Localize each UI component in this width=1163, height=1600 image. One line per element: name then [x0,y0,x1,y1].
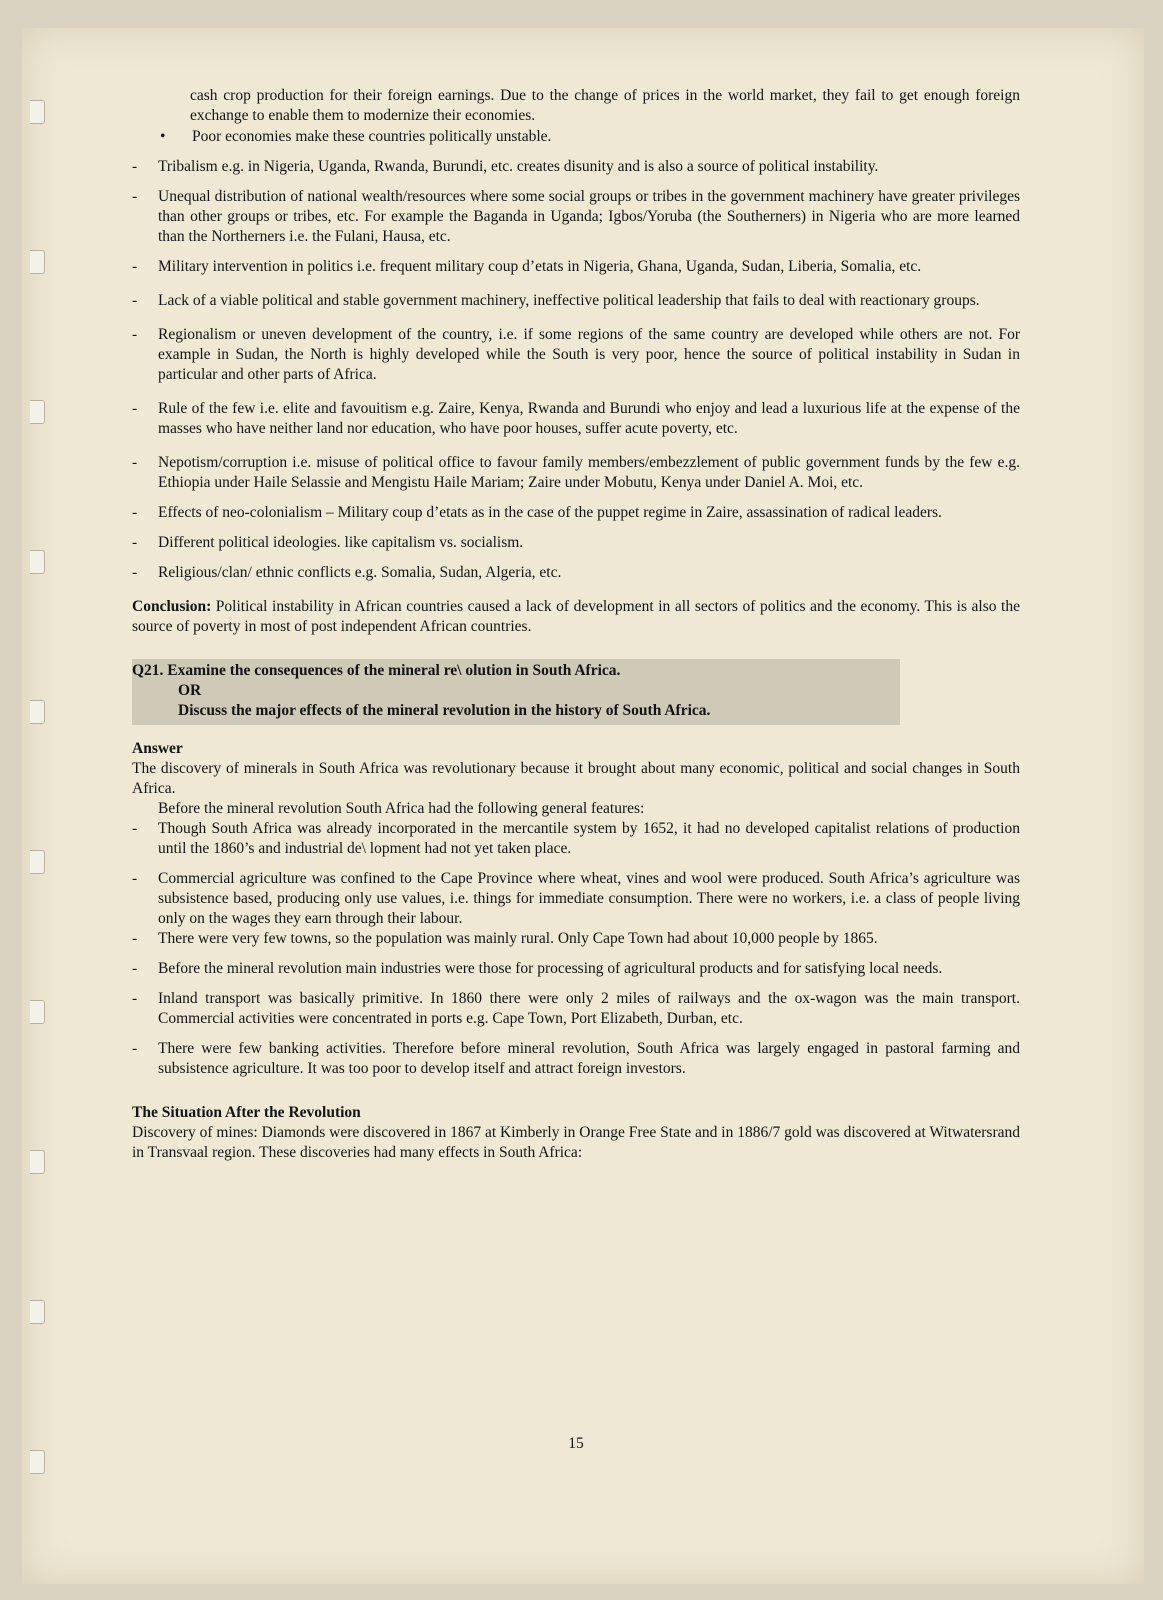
question-or: OR [178,682,202,699]
list-item [132,503,1020,523]
question-line: Q21. Examine the consequences of the mineral re\ olution in South Africa. [132,662,621,679]
list-item [132,453,1020,493]
list-item-text: Inland transport was basically primitive. In 1860 there were only 2 miles of railways and the ox-wagon was the main transport. Commercial activities were concentrated in ports e.g. Cape Town, Port Elizabeth, Durban, etc. [158,990,1020,1027]
list-item [132,563,1020,583]
dash-marker [132,869,158,929]
after-heading: The Situation After the Revolution [132,1104,361,1121]
dash-marker [132,989,158,1029]
document-page [132,86,1020,1452]
list-item-text: Regionalism or uneven development of the country, i.e. if some regions of the same country are developed while others are not. For example in Sudan, the North is highly developed while the South is very poor, hence the source of political instability in Sudan in particular and other parts of Africa. [158,326,1020,383]
list-item-text: Nepotism/corruption i.e. misuse of political office to favour family members/embezzlement of public government funds by the few e.g. Ethiopia under Haile Selassie and Mengistu Haile Mariam; Zaire under Mobutu, Kenya under Daniel A. Moi, etc. [158,454,1020,491]
list-item [132,989,1020,1029]
question-box [132,659,900,725]
list-item-text: Military intervention in politics i.e. frequent military coup d’etats in Nigeria, Ghana, Uganda, Sudan, Liberia, Somalia, etc. [158,258,922,275]
conclusion-label: Conclusion: [132,598,212,615]
dash-marker [132,563,158,583]
features-list [132,819,1020,1079]
punch-hole [30,550,45,574]
punch-hole [30,1150,45,1174]
punch-hole [30,1000,45,1024]
list-item-text: Effects of neo-colonialism – Military coup d’etats as in the case of the puppet regime in Zaire, assassination of radical leaders. [158,504,942,521]
list-item-text: Lack of a viable political and stable government machinery, ineffective political leadership that fails to deal with reactionary groups. [158,292,980,309]
list-item-text: Rule of the few i.e. elite and favouitism e.g. Zaire, Kenya, Rwanda and Burundi who enjoy and lead a luxurious life at the expense of the masses who have neither land nor education, who have poor houses, suffer acute poverty, etc. [158,400,1020,437]
dash-marker [132,533,158,553]
punch-hole [30,100,45,124]
page-number: 15 [568,1435,584,1452]
continued-paragraph: cash crop production for their foreign earnings. Due to the change of prices in the world market, they fail to get enough foreign exchange to enable them to modernize their economies. [190,87,1020,124]
punch-hole [30,1300,45,1324]
dash-marker [132,399,158,439]
list-item [132,257,1020,277]
bullet-icon: • [160,128,166,145]
dash-marker [132,291,158,311]
dash-marker [132,819,158,859]
dash-marker [132,503,158,523]
binder-holes [22,60,52,1560]
punch-hole [30,1450,45,1474]
list-item-text: Tribalism e.g. in Nigeria, Uganda, Rwanda, Burundi, etc. creates disunity and is also a source of political instability. [158,158,879,175]
dash-marker [132,157,158,177]
dash-marker [132,929,158,949]
list-item-text: Commercial agriculture was confined to the Cape Province where wheat, vines and wool were produced. South Africa’s agriculture was subsistence based, producing only use values, i.e. things for immediate consumption. There were no workers, i.e. a class of people living only on the wages they earn through their labour. [158,870,1020,927]
list-item-text: Religious/clan/ ethnic conflicts e.g. Somalia, Sudan, Algeria, etc. [158,564,562,581]
dash-marker [132,453,158,493]
answer-intro: The discovery of minerals in South Africa was revolutionary because it brought about many economic, political and social changes in South Africa. [132,760,1020,797]
punch-hole [30,700,45,724]
list-item-text: There were few banking activities. Therefore before mineral revolution, South Africa was largely engaged in pastoral farming and subsistence agriculture. It was too poor to develop itself and attract foreign investors. [158,1040,1020,1077]
list-item [132,325,1020,385]
list-item-text: There were very few towns, so the population was mainly rural. Only Cape Town had about 10,000 people by 1865. [158,930,878,947]
list-item [132,929,1020,949]
dash-marker [132,187,158,247]
dash-marker [132,325,158,385]
bullet-text: Poor economies make these countries politically unstable. [192,128,552,145]
answer-heading: Answer [132,740,183,757]
list-item [132,399,1020,439]
list-item-text: Before the mineral revolution main industries were those for processing of agricultural products and for satisfying local needs. [158,960,943,977]
punch-hole [30,250,45,274]
list-item [132,819,1020,859]
answer-before-line: Before the mineral revolution South Africa had the following general features: [158,800,645,817]
conclusion-text: Political instability in African countries caused a lack of development in all sectors of politics and the economy. This is also the source of poverty in most of post independent African countries. [132,598,1020,635]
list-item-text: Unequal distribution of national wealth/resources where some social groups or tribes in the government machinery have greater privileges than other groups or tribes, etc. For example the Baganda in Uganda; Igbos/Yoruba (the Southerners) in Nigeria who are more learned than the Northerners i.e. the Fulani, Hausa, etc. [158,188,1020,245]
list-item [132,187,1020,247]
list-item [132,291,1020,311]
list-item [132,157,1020,177]
list-item [132,869,1020,929]
list-item [132,959,1020,979]
list-item-text: Different political ideologies. like capitalism vs. socialism. [158,534,524,551]
list-item-text: Though South Africa was already incorporated in the mercantile system by 1652, it had no developed capitalist relations of production until the 1860’s and industrial de\ lopment had not yet taken place. [158,820,1020,857]
punch-hole [30,850,45,874]
causes-list [132,157,1020,583]
list-item [132,533,1020,553]
conclusion-paragraph [132,597,1020,637]
bullet-item [132,127,1020,147]
dash-marker [132,959,158,979]
after-paragraph: Discovery of mines: Diamonds were discovered in 1867 at Kimberly in Orange Free State and in 1886/7 gold was discovered at Witwatersrand in Transvaal region. These discoveries had many effects in South Africa: [132,1124,1020,1161]
dash-marker [132,1039,158,1079]
dash-marker [132,257,158,277]
list-item [132,1039,1020,1079]
punch-hole [30,400,45,424]
question-line-alt: Discuss the major effects of the mineral revolution in the history of South Africa. [178,702,711,719]
